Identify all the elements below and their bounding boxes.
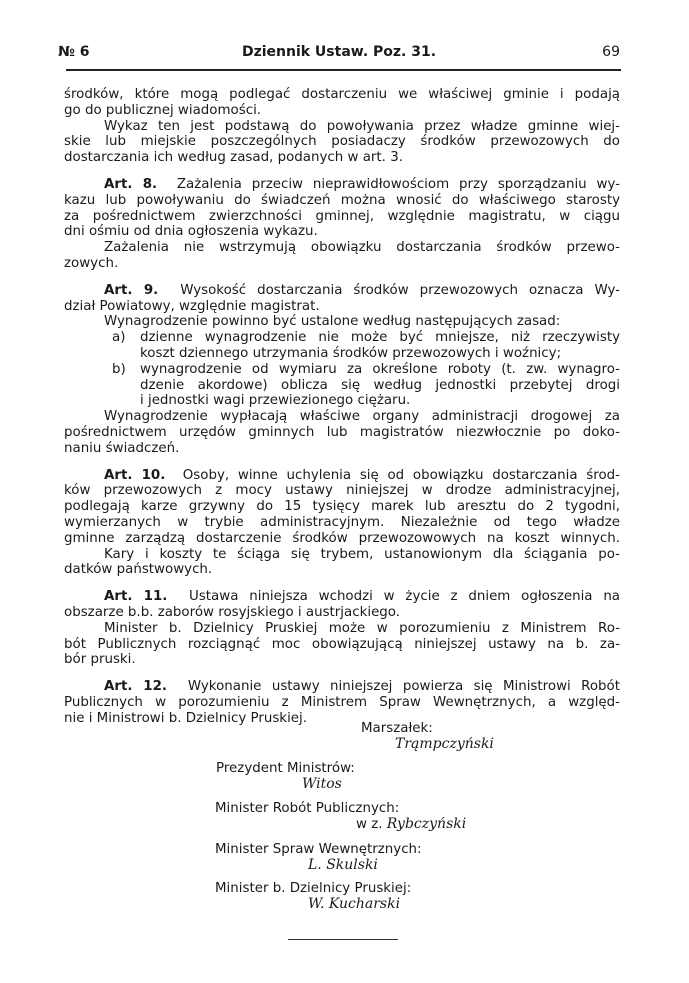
article-10-first-line: Art. 10. Osoby, winne uchylenia się od obowiązku dostarczania środ- (104, 467, 620, 483)
signature-title: Marszałek: (361, 721, 433, 736)
article-11-first-line: Art. 11. Ustawa niniejsza wchodzi w życie z dniem ogłoszenia na (104, 589, 620, 605)
text-line: ków przewozowych z mocy ustawy niniejszej w drodze administracyjnej, (64, 483, 620, 499)
text-line: środków, które mogą podlegać dostarczeniu we właściwej gminie i podają (64, 87, 620, 102)
signature-title: Prezydent Ministrów: (216, 761, 355, 776)
text-line: dzenie akordowe) oblicza się według jednostki przebytej drogi (140, 377, 620, 393)
article-12-first-line: Art. 12. Wykonanie ustawy niniejszej powierza się Ministrowi Robót (104, 679, 620, 695)
text-line: za pośrednictwem zwierzchności gminnej, względnie magistratu, w ciągu (64, 208, 620, 224)
journal-title: Dziennik Ustaw. Poz. 31. (241, 44, 437, 60)
text-line: skie lub miejskie poszczególnych posiadaczy środków przewozowych do (64, 134, 620, 150)
text-line: Wynagrodzenie wypłacają właściwe organy administracji drogowej za (104, 409, 620, 425)
text-line: go do publicznej wiadomości. (64, 102, 262, 118)
text-line: bór pruski. (64, 652, 136, 668)
text-line: bót Publicznych rozciągnąć moc obowiązującą niniejszej ustawy na b. za- (64, 636, 620, 652)
text-line: datków państwowych. (64, 562, 213, 578)
article-9-first-line: Art. 9. Wysokość dostarczania środków przewozowych oznacza Wy- (104, 282, 620, 298)
text-line: wymierzanych w trybie administracyjnym. Niezależnie od tego władze (64, 514, 620, 530)
page-number: 69 (602, 44, 620, 60)
signature-name: Rybczyński (386, 816, 467, 832)
text-line: dział Powiatowy, względnie magistrat. (64, 298, 320, 314)
signature-title: Minister Robót Publicznych: (215, 801, 400, 816)
text-line: dni ośmiu od dnia ogłoszenia wykazu. (64, 224, 318, 240)
text-line: dostarczania ich według zasad, podanych w art. 3. (64, 150, 403, 166)
article-label: Art. 12. (104, 679, 168, 695)
text-line: Wynagrodzenie powinno być ustalone według następujących zasad: (104, 314, 561, 330)
text-line: pośrednictwem urzędów gminnych lub magistratów niezwłocznie po doko- (64, 424, 620, 440)
text-line: i jednostki wagi przewiezionego ciężaru. (140, 393, 411, 409)
article-label: Art. 10. (104, 467, 166, 483)
text-line: gminne zarządzą dostarczenie środków przewozowowych na koszt winnych. (64, 530, 620, 546)
signature-name: Witos (302, 776, 342, 792)
text-line: podlegają karze grzywny do 15 tysięcy marek lub aresztu do 2 tygodni, (64, 499, 620, 515)
text-line: koszt dziennego utrzymania środków przewozowych i woźnicy; (140, 345, 562, 361)
text-line: Zażalenia nie wstrzymują obowiązku dostarczania środków przewo- (104, 240, 620, 256)
text-line: naniu świadczeń. (64, 440, 180, 456)
list-item-a: a) dzienne wynagrodzenie nie może być mniejsze, niż rzeczywisty (112, 330, 620, 346)
text-line: Wykaz ten jest podstawą do powoływania przez władze gminne wiej- (104, 118, 620, 134)
header-rule (66, 69, 621, 71)
signature-prefix: w z. Rybczyński (356, 816, 467, 832)
text-line: zowych. (64, 255, 119, 271)
article-label: Art. 8. (104, 176, 158, 192)
end-rule (288, 939, 398, 940)
signature-title: Minister Spraw Wewnętrznych: (215, 842, 422, 857)
article-8-first-line: Art. 8. Zażalenia przeciw nieprawidłowościom przy sporządzaniu wy- (104, 176, 620, 192)
text-line: Publicznych w porozumieniu z Ministrem Spraw Wewnętrznych, a względ- (64, 694, 620, 710)
text-line: kazu lub powoływaniu do świadczeń można wnosić do właściwego starosty (64, 192, 620, 208)
article-label: Art. 9. (104, 282, 159, 298)
document-body (64, 87, 620, 726)
article-label: Art. 11. (104, 589, 168, 605)
signature-title: Minister b. Dzielnicy Pruskiej: (215, 881, 412, 896)
text-line: nie i Ministrowi b. Dzielnicy Pruskiej. (64, 710, 307, 726)
text-line: Minister b. Dzielnicy Pruskiej może w porozumieniu z Ministrem Ro- (104, 620, 620, 636)
text-line: obszarze b.b. zaborów rosyjskiego i austrjackiego. (64, 604, 401, 620)
signature-name: L. Skulski (308, 857, 378, 873)
signature-name: W. Kucharski (308, 896, 401, 912)
text-line: Kary i koszty te ściąga się trybem, ustanowionym dla ściągania po- (104, 546, 620, 562)
signature-name: Trąmpczyński (395, 736, 494, 752)
list-item-b: b) wynagrodzenie od wymiaru za określone roboty (t. zw. wynagro- (112, 361, 620, 377)
issue-number: № 6 (58, 44, 90, 60)
page-header (56, 40, 622, 64)
